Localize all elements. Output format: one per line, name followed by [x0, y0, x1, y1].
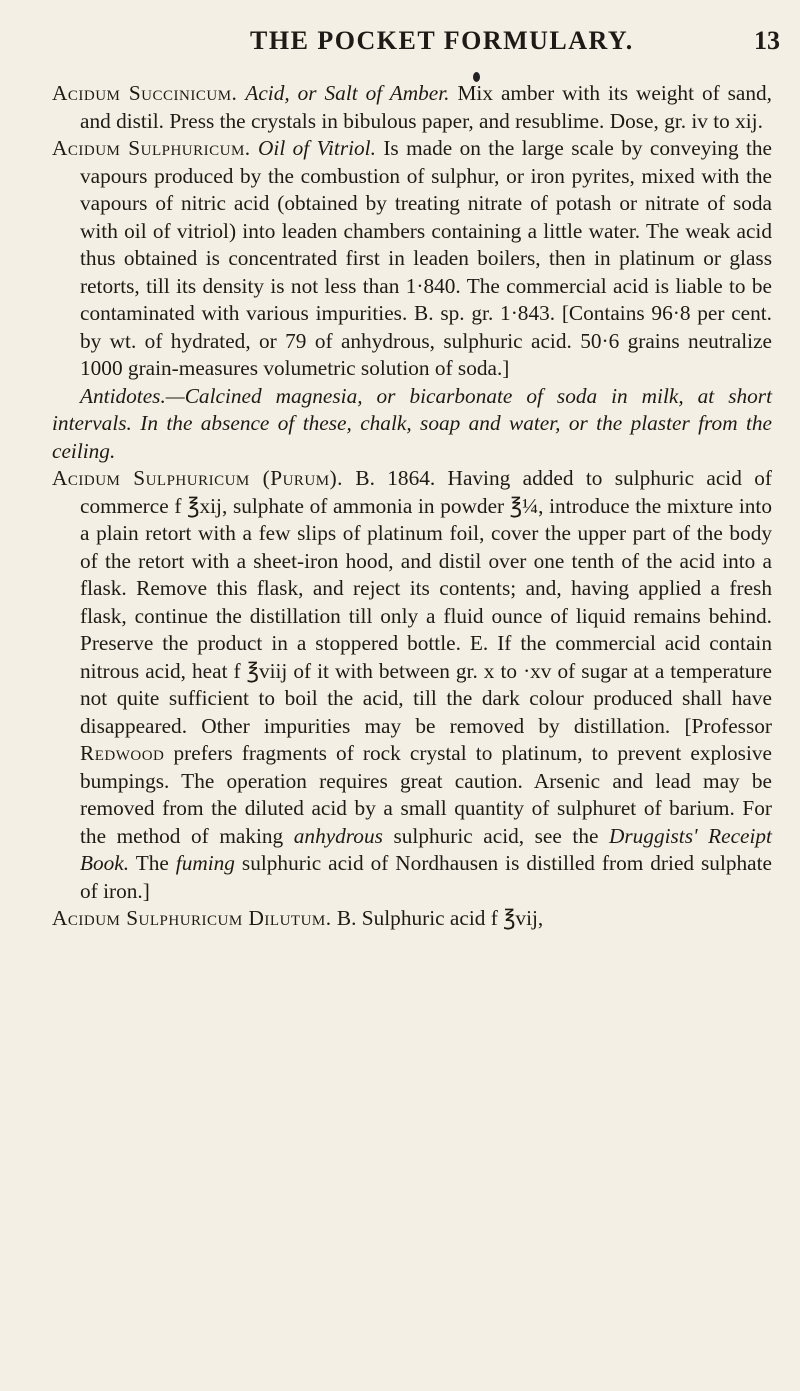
entry-head: Acidum Sulphuricum Dilutum. [52, 906, 332, 930]
book-title: Druggists' Receipt Book. [80, 823, 772, 875]
entry-text: Is made on the large scale by conveying the vapours produced by the combustion of sulphur, or iron pyrites, mixed with the vapours of nitric acid (obtained by treating nitrate of potash or nitrate of soda with oil of vitriol) into leaden chambers containing a little water. The weak acid thus obtained is concentrated first in leaden boilers, then in platinum or glass retorts, till its density is not less than 1·840. The commercial acid is liable to be contaminated with various impurities. B. sp. gr. 1·843. [Contains 96·8 per cent. by wt. of hydrated, or 79 of anhydrous, sulphuric acid. 50·6 grains neutralize 1000 grain-measures volumetric solution of soda.] [80, 136, 772, 380]
entry-acidum-sulphuricum [52, 135, 772, 383]
page-number: 13 [754, 26, 780, 55]
antidotes-label: Antidotes.— [80, 383, 185, 408]
entry-text: prefers fragments of rock crystal to platinum, to prevent explosive bumpings. The operation requires great caution. Arsenic and lead may be removed from the diluted acid by a small quantity of sulphuret of barium. For the method of making [80, 741, 772, 848]
entry-italic: anhydrous [293, 823, 383, 848]
person-name: Redwood [80, 741, 165, 765]
antidotes-paragraph [52, 383, 772, 466]
entry-acidum-sulphuricum-purum [52, 465, 772, 905]
entry-head: Acidum Sulphuricum (Purum). [52, 466, 343, 490]
formulary-text [52, 80, 772, 933]
entry-common-name: Acid, or Salt of Amber. [245, 81, 450, 105]
entry-head: Acidum Succinicum. [52, 81, 238, 105]
entry-italic: fuming [175, 851, 235, 875]
entry-text: B. Sulphuric acid f ℥vij, [336, 906, 544, 930]
entry-text: B. 1864. Having added to sulphuric acid of commerce f ℥xij, sulphate of ammonia in powder ℥¼, introduce the mixture into a plain retort with a few slips of platinum foil, cover the upper part of the body of the retort with a sheet-iron hood, and distil over one tenth of the acid into a flask. Remove this flask, and reject its contents; and, having applied a fresh flask, continue the distillation till only a fluid ounce of liquid remains behind. Preserve the product in a stoppered bottle. E. If the commercial acid contain nitrous acid, heat f ℥viij of it with between gr. x to ·xv of sugar at a temperature not quite sufficient to boil the acid, till the dark colour produced shall have disappeared. Other impurities may be removed by distillation. [Professor [80, 466, 772, 738]
antidotes-text: Calcined magnesia, or bicarbonate of soda in milk, at short intervals. In the absence of these, chalk, soap and water, or the plaster from the ceiling. [52, 383, 772, 463]
running-header [0, 26, 800, 66]
entry-text: The [135, 851, 169, 875]
running-head: THE POCKET FORMULARY. [250, 26, 634, 55]
entry-text: Mix amber with its weight of sand, and distil. Press the crystals in bibulous paper, and resublime. Dose, gr. iv to xij. [80, 81, 773, 133]
entry-acidum-succinicum [52, 80, 772, 135]
entry-text: sulphuric acid, see the [393, 823, 599, 848]
entry-text: sulphuric acid of Nordhausen is distilled from dried sulphate of iron.] [80, 851, 772, 903]
entry-common-name: Oil of Vitriol. [258, 136, 376, 160]
entry-acidum-sulphuricum-dilutum [52, 905, 772, 933]
entry-head: Acidum Sulphuricum. [52, 136, 251, 160]
